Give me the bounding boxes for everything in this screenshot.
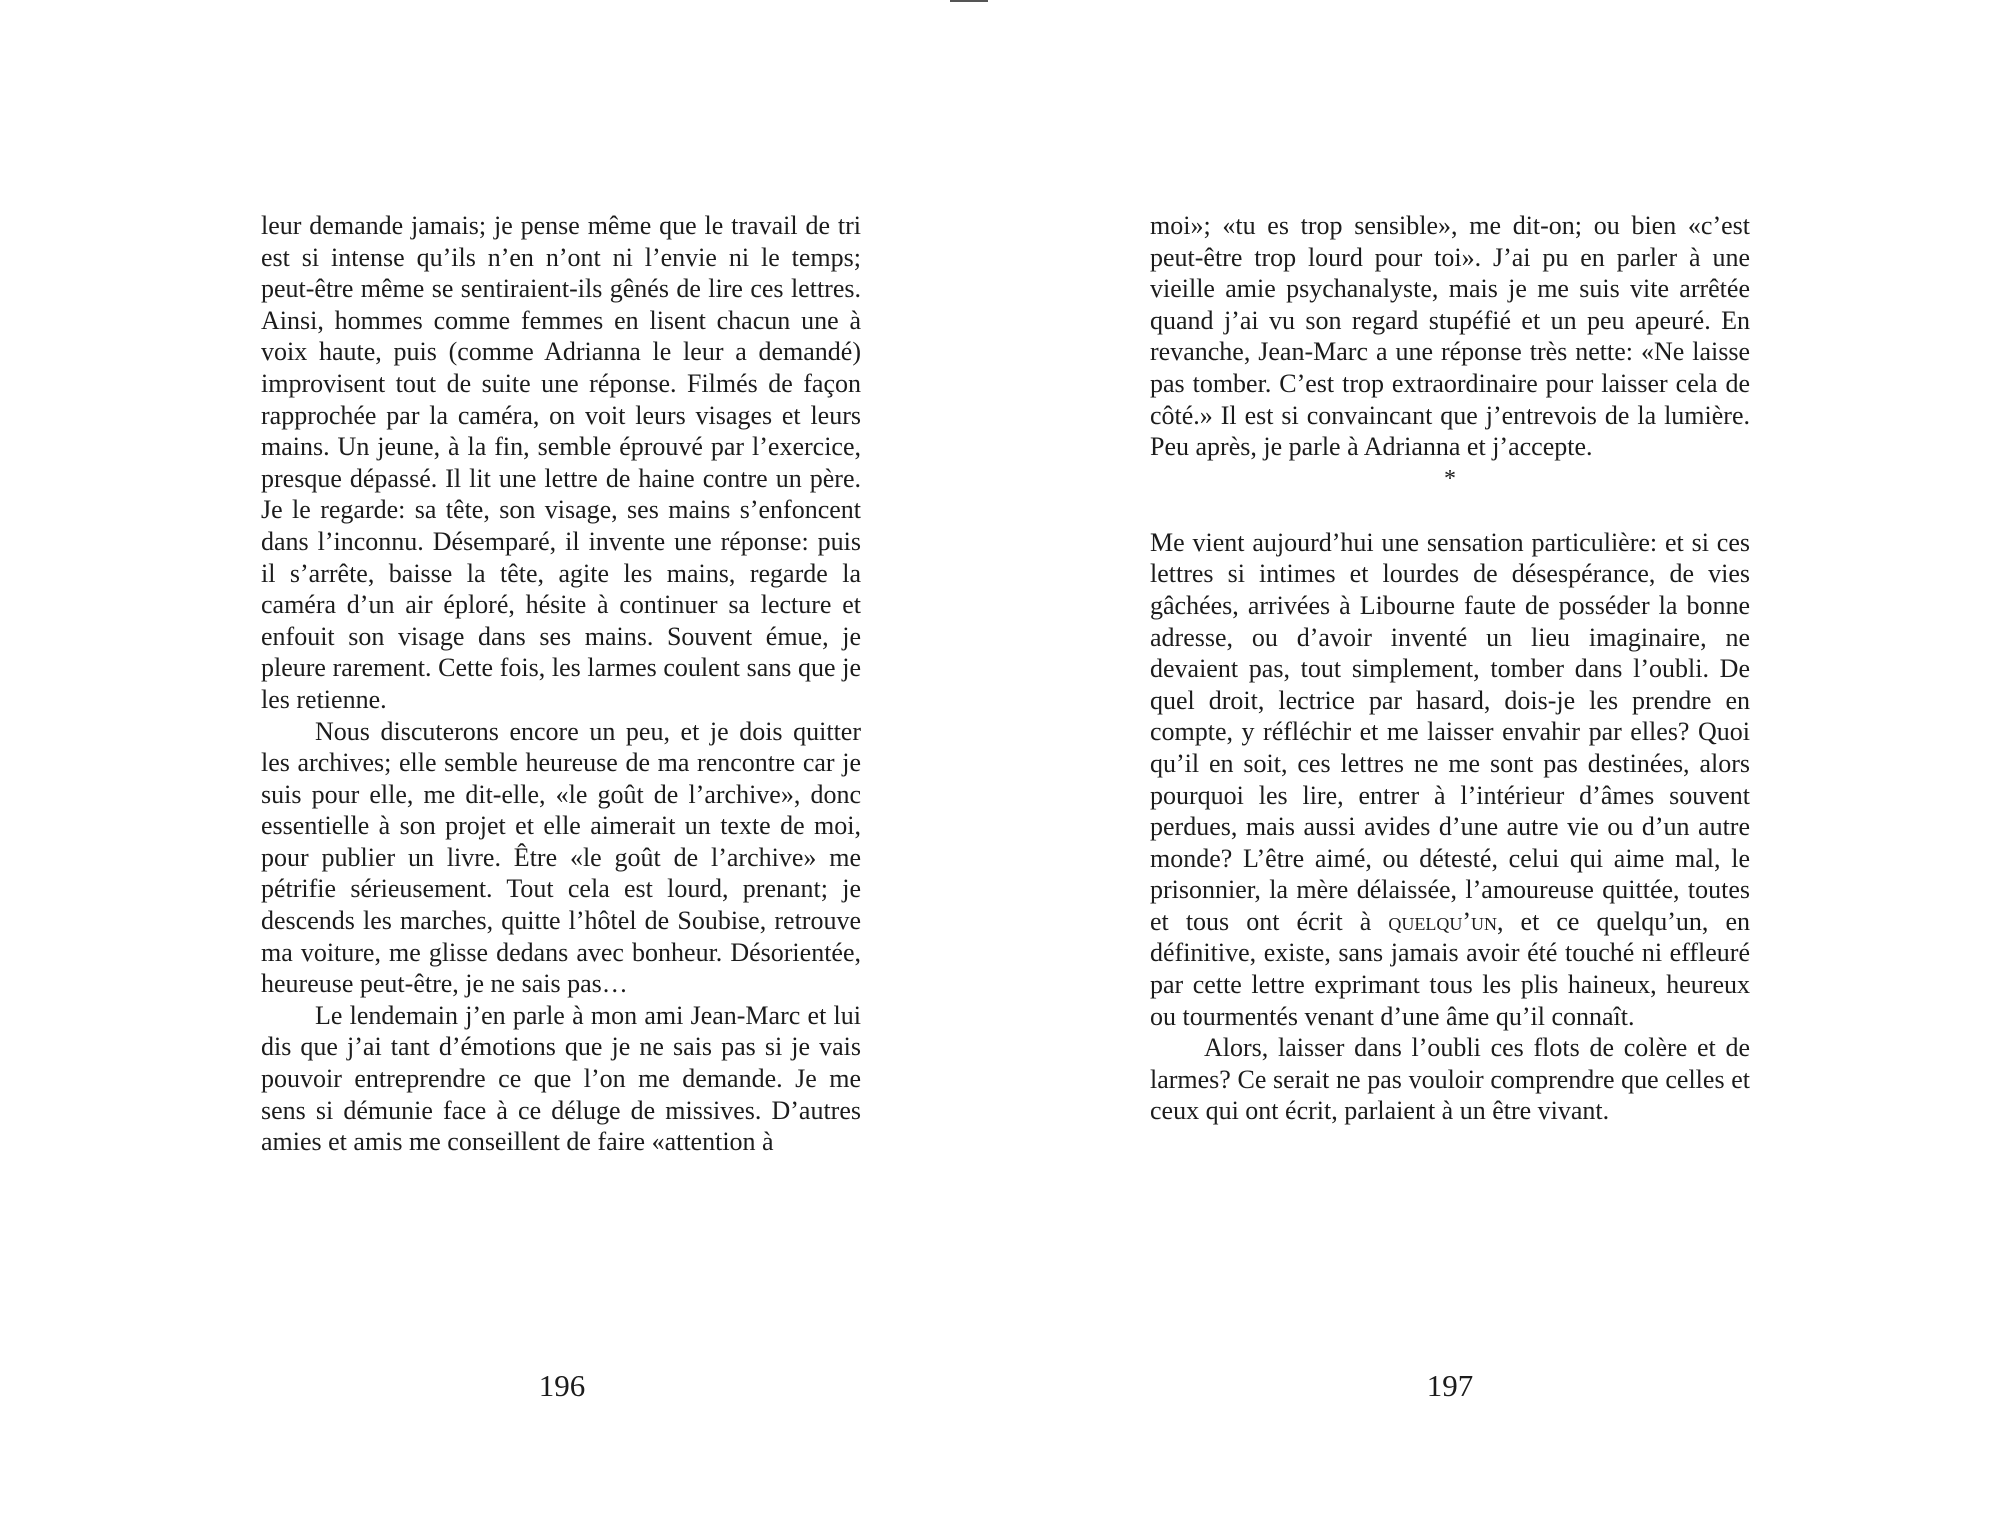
left-paragraph-1: leur demande jamais; je pense même que le travail de tri est si intense qu’ils n’en n’ont ni l’envie ni le temps; peut-être même se sentiraient-ils gênés de lire ces lettres. Ainsi, hommes comme femmes en lisent chacun une à voix haute, puis (comme Adrianna le leur a demandé) improvisent tout de suite une réponse. Filmés de façon rapprochée par la caméra, on voit leurs visages et leurs mains. Un jeune, à la fin, semble éprouvé par l’exercice, presque dépassé. Il lit une lettre de haine contre un père. Je le regarde: sa tête, son visage, ses mains s’enfoncent dans l’inconnu. Désemparé, il invente une réponse: puis il s’arrête, baisse la tête, agite les mains, regarde la caméra d’un air éploré, hésite à continuer sa lecture et enfouit son visage dans ses mains. Souvent émue, je pleure rarement. Cette fois, les larmes coulent sans que je les retienne.	[261, 211, 861, 714]
right-paragraph-2-smallcaps: quelqu’un	[1388, 906, 1497, 936]
right-paragraph-1: moi»; «tu es trop sensible», me dit-on; ou bien «c’est peut-être trop lourd pour toi». J’ai pu en parler à une vieille amie psychanalyste, mais je me suis vite arrêtée quand j’ai vu son regard stupéfié et un peu apeuré. En revanche, Jean-Marc a une réponse très nette: «Ne laisse pas tomber. C’est trop extraordinaire pour laisser cela de côté.» Il est si convaincant que j’entrevois de la lumière. Peu après, je parle à Adrianna et j’accepte.	[1150, 211, 1750, 462]
left-paragraph-3: Le lendemain j’en parle à mon ami Jean-Marc et lui dis que j’ai tant d’émotions que je ne sais pas si je vais pouvoir entreprendre ce que l’on me demande. Je me sens si démunie face à ce déluge de missives. D’autres amies et amis me conseillent de faire «attention à	[261, 1000, 861, 1157]
left-page	[261, 210, 861, 1410]
left-paragraph-2: Nous discuterons encore un peu, et je dois quitter les archives; elle semble heureuse de ma rencontre car je suis pour elle, me dit-elle, «le goût de l’archive», donc essentielle à son projet et elle aimerait un texte de moi, pour publier un livre. Être «le goût de l’archive» me pétrifie sérieusement. Tout cela est lourd, prenant; je descends les marches, quitte l’hôtel de Soubise, retrouve ma voiture, me glisse dedans avec bonheur. Désorientée, heureuse peut-être, je ne sais pas…	[261, 716, 861, 999]
left-page-text	[261, 210, 861, 1158]
top-rule	[950, 0, 988, 2]
right-page	[1150, 210, 1750, 1410]
page-number-right: 197	[1426, 1368, 1474, 1403]
right-paragraph-2	[1150, 527, 1750, 1033]
right-page-text	[1150, 210, 1750, 1127]
right-paragraph-3: Alors, laisser dans l’oubli ces flots de colère et de larmes? Ce serait ne pas vouloir comprendre que celles et ceux qui ont écrit, parlaient à un être vivant.	[1150, 1033, 1750, 1126]
right-paragraph-2-start: Me vient aujourd’hui une sensation particulière: et si ces lettres si intimes et lourdes de désespérance, de vies gâchées, arrivées à Libourne faute de posséder la bonne adresse, ou d’avoir inventé un lieu imaginaire, ne devaient pas, tout simplement, tomber dans l’oubli. De quel droit, lectrice par hasard, dois-je les prendre en compte, y réfléchir et me laisser envahir par elles? Quoi qu’il en soit, ces lettres ne me sont pas destinées, alors pourquoi les lire, entrer à l’intérieur d’âmes souvent perdues, mais aussi avides d’une autre vie ou d’un autre monde? L’être aimé, ou détesté, celui qui aime mal, le prisonnier, la mère délaissée, l’amoureuse quittée, toutes et tous ont écrit à	[1150, 527, 1750, 936]
section-separator: *	[1444, 465, 1456, 492]
page-number-left: 196	[538, 1368, 586, 1403]
right-paragraph-2-end: , et ce quelqu’un, en définitive, existe, sans jamais avoir été touché ni effleuré par cette lettre exprimant tous les plis haineux, heureux ou tourmentés venant d’une âme qu’il connaît.	[1150, 906, 1750, 1031]
